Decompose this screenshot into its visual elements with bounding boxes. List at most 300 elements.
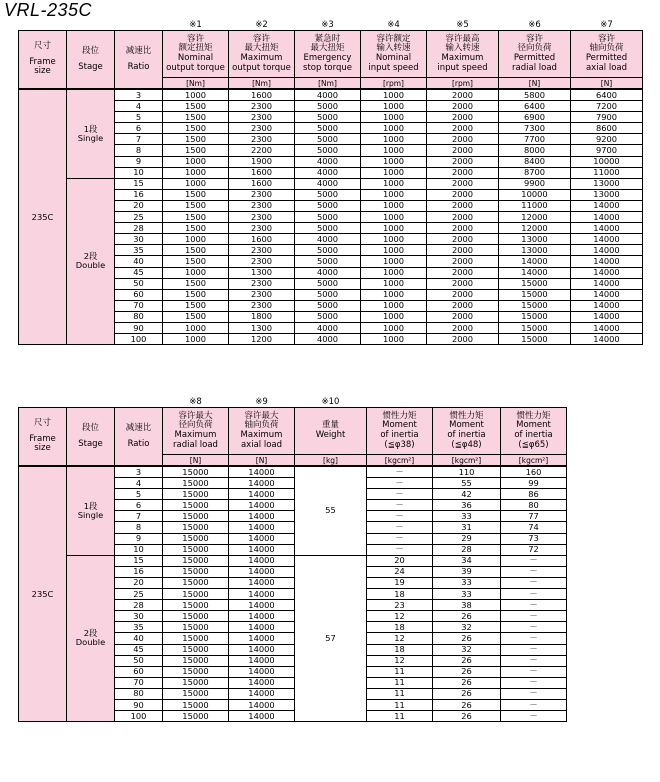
value-cell: 2300	[229, 134, 295, 145]
value-cell: 14000	[229, 655, 295, 666]
value-cell: 4000	[295, 89, 361, 101]
table-row	[19, 466, 567, 478]
value-cell: 1500	[163, 223, 229, 234]
value-cell: 2000	[427, 156, 499, 167]
value-cell: 1000	[361, 134, 427, 145]
value-cell: 1000	[361, 322, 427, 333]
value-cell: 15000	[163, 699, 229, 710]
ratio-cell: 25	[115, 212, 163, 223]
value-cell: 1000	[361, 256, 427, 267]
ratio-cell: 16	[115, 189, 163, 200]
value-cell: 15000	[499, 334, 571, 345]
value-cell: 14000	[571, 311, 643, 322]
value-cell: 8000	[499, 145, 571, 156]
ratio-cell: 15	[115, 555, 163, 566]
header-ja: 重量	[321, 420, 339, 431]
value-cell: 2300	[229, 289, 295, 300]
value-cell: 14000	[229, 489, 295, 500]
value-cell: 15000	[163, 633, 229, 644]
value-cell: 7300	[499, 123, 571, 134]
value-cell: 13000	[499, 234, 571, 245]
value-cell: 14000	[571, 267, 643, 278]
note-mark: ※5	[427, 20, 499, 31]
ratio-cell: 5	[115, 112, 163, 123]
value-cell: 26	[433, 699, 501, 710]
value-cell: 1500	[163, 123, 229, 134]
value-cell: 55	[433, 478, 501, 489]
value-cell: 14000	[229, 466, 295, 478]
value-cell: 18	[367, 622, 433, 633]
header-en: Nominal output torque	[166, 53, 225, 73]
header-en: Moment of inertia (≦φ48)	[447, 420, 486, 450]
ratio-cell: 15	[115, 178, 163, 189]
ratio-cell: 80	[115, 311, 163, 322]
value-cell: 28	[433, 544, 501, 555]
ratio-cell: 10	[115, 544, 163, 555]
value-cell: 15000	[499, 311, 571, 322]
value-cell: 1900	[229, 156, 295, 167]
header-ja: 段位	[81, 422, 99, 433]
value-cell: 110	[433, 466, 501, 478]
value-cell: 5000	[295, 223, 361, 234]
ratio-cell: 50	[115, 655, 163, 666]
value-cell: －	[501, 677, 567, 688]
header-ja: 紧急时 最大扭矩	[310, 33, 345, 54]
value-cell: 7700	[499, 134, 571, 145]
value-cell: 1000	[163, 178, 229, 189]
value-cell: 18	[367, 589, 433, 600]
value-cell: 14000	[229, 688, 295, 699]
unit-cell: [Nm]	[229, 78, 295, 90]
value-cell: 2300	[229, 300, 295, 311]
value-cell: 1800	[229, 311, 295, 322]
value-cell: 2000	[427, 289, 499, 300]
value-cell: 5000	[295, 123, 361, 134]
header-en: Ratio	[127, 438, 150, 449]
spec-table-2	[18, 397, 567, 722]
value-cell: 14000	[571, 245, 643, 256]
value-cell: 2300	[229, 256, 295, 267]
value-cell: 5000	[295, 212, 361, 223]
value-cell: 1300	[229, 322, 295, 333]
ratio-cell: 7	[115, 511, 163, 522]
value-cell: 10000	[499, 189, 571, 200]
ratio-cell: 70	[115, 300, 163, 311]
value-cell: 13000	[571, 178, 643, 189]
ratio-cell: 8	[115, 145, 163, 156]
value-cell: 6400	[571, 89, 643, 101]
value-cell: －	[501, 655, 567, 666]
column-header	[295, 31, 361, 78]
header-en: Stage	[78, 438, 103, 449]
value-cell: 1000	[361, 278, 427, 289]
value-cell: 14000	[229, 577, 295, 588]
value-cell: －	[367, 533, 433, 544]
value-cell: 26	[433, 677, 501, 688]
header-en: Stage	[78, 61, 103, 72]
ratio-cell: 20	[115, 577, 163, 588]
value-cell: 1500	[163, 200, 229, 211]
value-cell: 14000	[571, 289, 643, 300]
value-cell: 34	[433, 555, 501, 566]
value-cell: －	[501, 600, 567, 611]
header-ja: 容许最大 轴向负荷	[244, 410, 279, 431]
ratio-cell: 4	[115, 478, 163, 489]
ratio-cell: 3	[115, 89, 163, 101]
value-cell: 12000	[499, 212, 571, 223]
value-cell: 15000	[163, 478, 229, 489]
value-cell: 1500	[163, 300, 229, 311]
value-cell: 7900	[571, 112, 643, 123]
ratio-cell: 28	[115, 223, 163, 234]
note-mark: ※4	[361, 20, 427, 31]
value-cell: 1600	[229, 178, 295, 189]
value-cell: 15000	[163, 688, 229, 699]
value-cell: －	[501, 566, 567, 577]
ratio-cell: 9	[115, 156, 163, 167]
value-cell: 14000	[571, 212, 643, 223]
value-cell: －	[501, 622, 567, 633]
value-cell: 12	[367, 633, 433, 644]
value-cell: 8700	[499, 167, 571, 178]
ratio-cell: 28	[115, 600, 163, 611]
value-cell: 6400	[499, 101, 571, 112]
value-cell: 11000	[499, 200, 571, 211]
value-cell: －	[367, 511, 433, 522]
value-cell: 15000	[163, 644, 229, 655]
ratio-cell: 40	[115, 256, 163, 267]
header-en: Frame size	[29, 56, 56, 77]
header-en: Maximum input speed	[437, 53, 488, 73]
unit-cell: [N]	[571, 78, 643, 90]
header-ja: 容许最高 输入转速	[445, 33, 480, 54]
header-row	[19, 408, 567, 455]
header-ja: 惯性力矩	[449, 410, 484, 421]
value-cell: 10000	[571, 156, 643, 167]
column-header	[115, 31, 163, 90]
value-cell: 6900	[499, 112, 571, 123]
value-cell: 26	[433, 633, 501, 644]
header-ja: 容许 额定扭矩	[178, 33, 213, 54]
ratio-cell: 20	[115, 200, 163, 211]
value-cell: 2300	[229, 112, 295, 123]
value-cell: 5800	[499, 89, 571, 101]
value-cell: 19	[367, 577, 433, 588]
value-cell: 4000	[295, 334, 361, 345]
value-cell: 1000	[163, 156, 229, 167]
value-cell: 15000	[163, 611, 229, 622]
value-cell: 5000	[295, 101, 361, 112]
value-cell: 14000	[229, 699, 295, 710]
header-ja: 尺寸	[33, 418, 51, 429]
value-cell: 1000	[361, 101, 427, 112]
value-cell: 2000	[427, 223, 499, 234]
value-cell: 160	[501, 466, 567, 478]
header-en: Permitted radial load	[512, 53, 557, 73]
value-cell: 2000	[427, 89, 499, 101]
table-row	[19, 178, 643, 189]
value-cell: 2300	[229, 101, 295, 112]
note-mark	[367, 397, 433, 408]
header-en: Weight	[315, 430, 346, 440]
value-cell: 1000	[361, 189, 427, 200]
value-cell: 1000	[361, 89, 427, 101]
column-header	[361, 31, 427, 78]
value-cell: 1000	[361, 212, 427, 223]
column-header	[367, 408, 433, 455]
stage-cell: 2段 Double	[67, 178, 115, 344]
header-ja: 段位	[81, 45, 99, 56]
value-cell: －	[501, 555, 567, 566]
ratio-cell: 100	[115, 334, 163, 345]
value-cell: －	[501, 644, 567, 655]
ratio-cell: 30	[115, 234, 163, 245]
ratio-cell: 25	[115, 589, 163, 600]
value-cell: 14000	[229, 544, 295, 555]
value-cell: 11	[367, 677, 433, 688]
column-header	[163, 31, 229, 78]
value-cell: 9200	[571, 134, 643, 145]
note-mark	[67, 397, 115, 408]
value-cell: 2300	[229, 223, 295, 234]
ratio-cell: 100	[115, 711, 163, 722]
value-cell: 2000	[427, 245, 499, 256]
ratio-cell: 90	[115, 699, 163, 710]
ratio-cell: 6	[115, 123, 163, 134]
value-cell: 73	[501, 533, 567, 544]
value-cell: 15000	[163, 600, 229, 611]
value-cell: 11000	[571, 167, 643, 178]
weight-cell: 57	[295, 555, 367, 721]
value-cell: 8400	[499, 156, 571, 167]
value-cell: 5000	[295, 145, 361, 156]
header-en: Permitted axial load	[585, 53, 628, 73]
value-cell: 14000	[499, 256, 571, 267]
value-cell: 1500	[163, 189, 229, 200]
value-cell: 1000	[163, 89, 229, 101]
ratio-cell: 70	[115, 677, 163, 688]
value-cell: 2000	[427, 267, 499, 278]
note-mark	[115, 20, 163, 31]
value-cell: 2200	[229, 145, 295, 156]
value-cell: 14000	[229, 633, 295, 644]
note-mark	[67, 20, 115, 31]
value-cell: 2000	[427, 278, 499, 289]
value-cell: 2000	[427, 234, 499, 245]
value-cell: 31	[433, 522, 501, 533]
header-en: Maximum axial load	[240, 430, 283, 450]
unit-cell: [rpm]	[427, 78, 499, 90]
value-cell: 11	[367, 688, 433, 699]
ratio-cell: 30	[115, 611, 163, 622]
value-cell: 1500	[163, 134, 229, 145]
value-cell: 1500	[163, 311, 229, 322]
value-cell: 14000	[571, 322, 643, 333]
ratio-cell: 6	[115, 500, 163, 511]
value-cell: 1000	[361, 123, 427, 134]
value-cell: 15000	[163, 555, 229, 566]
column-header	[19, 31, 67, 90]
value-cell: 77	[501, 511, 567, 522]
value-cell: 26	[433, 655, 501, 666]
column-header	[433, 408, 501, 455]
ratio-cell: 7	[115, 134, 163, 145]
value-cell: 1000	[361, 200, 427, 211]
value-cell: 32	[433, 622, 501, 633]
column-header	[229, 31, 295, 78]
column-header	[499, 31, 571, 78]
value-cell: 2300	[229, 200, 295, 211]
header-ja: 容许 轴向负荷	[589, 33, 624, 54]
value-cell: 1000	[361, 167, 427, 178]
value-cell: 2000	[427, 178, 499, 189]
value-cell: 1500	[163, 101, 229, 112]
value-cell: 99	[501, 478, 567, 489]
value-cell: 5000	[295, 311, 361, 322]
header-en: Nominal input speed	[368, 53, 419, 73]
value-cell: 2000	[427, 145, 499, 156]
unit-cell: [kgcm²]	[367, 455, 433, 467]
ratio-cell: 9	[115, 533, 163, 544]
value-cell: 14000	[229, 600, 295, 611]
frame-size-cell: 235C	[19, 466, 67, 722]
value-cell: 5000	[295, 289, 361, 300]
value-cell: 5000	[295, 189, 361, 200]
table-row	[19, 89, 643, 101]
value-cell: 1500	[163, 278, 229, 289]
ratio-cell: 4	[115, 101, 163, 112]
value-cell: 11	[367, 711, 433, 722]
unit-cell: [rpm]	[361, 78, 427, 90]
note-mark: ※8	[163, 397, 229, 408]
value-cell: 1000	[361, 334, 427, 345]
value-cell: 2000	[427, 189, 499, 200]
value-cell: 1000	[361, 156, 427, 167]
unit-cell: [N]	[229, 455, 295, 467]
unit-cell: [kgcm²]	[501, 455, 567, 467]
notes-row	[19, 397, 567, 408]
value-cell: 1500	[163, 112, 229, 123]
header-en: Ratio	[127, 61, 150, 72]
value-cell: 13000	[499, 245, 571, 256]
ratio-cell: 35	[115, 622, 163, 633]
value-cell: 1000	[361, 223, 427, 234]
value-cell: 14000	[229, 711, 295, 722]
value-cell: 5000	[295, 200, 361, 211]
value-cell: 15000	[163, 566, 229, 577]
value-cell: －	[367, 489, 433, 500]
value-cell: 1000	[163, 234, 229, 245]
value-cell: 1500	[163, 145, 229, 156]
value-cell: 14000	[229, 644, 295, 655]
header-ja: 尺寸	[33, 41, 51, 52]
value-cell: 14000	[571, 334, 643, 345]
value-cell: 2000	[427, 200, 499, 211]
value-cell: 15000	[499, 322, 571, 333]
value-cell: 14000	[571, 256, 643, 267]
value-cell: 1600	[229, 167, 295, 178]
value-cell: 1000	[361, 178, 427, 189]
ratio-cell: 45	[115, 267, 163, 278]
value-cell: 4000	[295, 156, 361, 167]
value-cell: 14000	[229, 500, 295, 511]
value-cell: 11	[367, 699, 433, 710]
note-mark: ※3	[295, 20, 361, 31]
value-cell: 14000	[229, 533, 295, 544]
value-cell: 15000	[163, 544, 229, 555]
table-row	[19, 555, 567, 566]
value-cell: 5000	[295, 300, 361, 311]
value-cell: 36	[433, 500, 501, 511]
value-cell: 2000	[427, 256, 499, 267]
ratio-cell: 5	[115, 489, 163, 500]
value-cell: 26	[433, 711, 501, 722]
value-cell: 32	[433, 644, 501, 655]
value-cell: －	[367, 466, 433, 478]
value-cell: 26	[433, 666, 501, 677]
value-cell: 12	[367, 655, 433, 666]
value-cell: 2000	[427, 101, 499, 112]
value-cell: 72	[501, 544, 567, 555]
value-cell: 1000	[361, 234, 427, 245]
value-cell: 4000	[295, 267, 361, 278]
column-header	[571, 31, 643, 78]
column-header	[501, 408, 567, 455]
note-mark: ※2	[229, 20, 295, 31]
value-cell: 9700	[571, 145, 643, 156]
value-cell: 14000	[571, 234, 643, 245]
value-cell: 15000	[163, 677, 229, 688]
ratio-cell: 40	[115, 633, 163, 644]
value-cell: 8600	[571, 123, 643, 134]
column-header	[115, 408, 163, 467]
value-cell: 1000	[361, 267, 427, 278]
value-cell: 14000	[229, 589, 295, 600]
value-cell: 2000	[427, 334, 499, 345]
value-cell: 1000	[361, 311, 427, 322]
value-cell: 1200	[229, 334, 295, 345]
value-cell: －	[501, 711, 567, 722]
value-cell: 14000	[229, 622, 295, 633]
value-cell: 14000	[499, 267, 571, 278]
value-cell: 33	[433, 589, 501, 600]
value-cell: 1500	[163, 289, 229, 300]
value-cell: 14000	[571, 200, 643, 211]
unit-cell: [kgcm²]	[433, 455, 501, 467]
value-cell: 80	[501, 500, 567, 511]
value-cell: 15000	[163, 711, 229, 722]
note-mark	[501, 397, 567, 408]
header-en: Frame size	[29, 433, 56, 454]
frame-size-cell: 235C	[19, 89, 67, 345]
value-cell: －	[367, 478, 433, 489]
value-cell: 5000	[295, 278, 361, 289]
ratio-cell: 16	[115, 566, 163, 577]
ratio-cell: 35	[115, 245, 163, 256]
note-mark	[19, 20, 67, 31]
value-cell: 26	[433, 688, 501, 699]
value-cell: 15000	[163, 589, 229, 600]
value-cell: 12	[367, 611, 433, 622]
value-cell: 15000	[163, 489, 229, 500]
value-cell: 2000	[427, 123, 499, 134]
value-cell: 1600	[229, 234, 295, 245]
value-cell: 7200	[571, 101, 643, 112]
value-cell: 1000	[361, 145, 427, 156]
value-cell: 2300	[229, 245, 295, 256]
value-cell: 14000	[229, 666, 295, 677]
value-cell: 5000	[295, 134, 361, 145]
